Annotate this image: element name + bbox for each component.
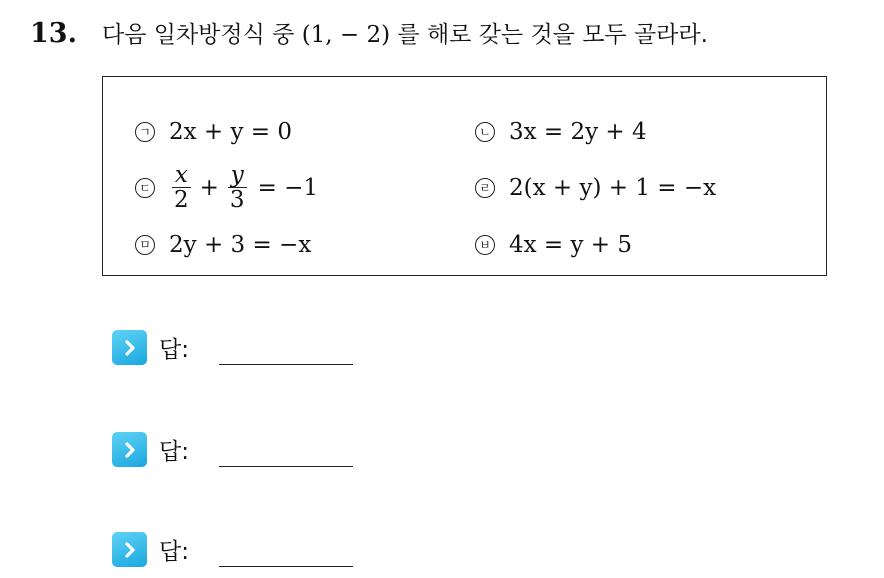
chevron-right-icon — [112, 432, 147, 467]
answer-blank[interactable] — [219, 532, 353, 567]
fraction-plus: + — [199, 174, 219, 201]
option-6-marker: ㅂ — [475, 235, 495, 255]
option-4 — [475, 175, 716, 201]
answer-blank[interactable] — [219, 330, 353, 365]
fraction-y-over-3 — [227, 163, 248, 212]
fraction-1-numerator: x — [172, 163, 191, 188]
option-3-expr — [169, 163, 318, 212]
option-1-expr: 2x + y = 0 — [169, 119, 293, 145]
option-2-marker: ㄴ — [475, 122, 495, 142]
option-2 — [475, 119, 647, 145]
option-2-expr: 3x = 2y + 4 — [509, 119, 647, 145]
option-1 — [135, 119, 292, 145]
option-5-expr: 2y + 3 = −x — [169, 232, 312, 258]
option-4-expr: 2(x + y) + 1 = −x — [509, 175, 717, 201]
answer-row-2 — [112, 432, 353, 467]
question-text-after: 를 해로 갖는 것을 모두 골라라. — [390, 22, 708, 48]
question-text-before: 다음 일차방정식 중 — [102, 22, 302, 48]
answer-label: 답: — [159, 439, 189, 465]
fraction-2-denominator: 3 — [229, 187, 245, 214]
option-3 — [135, 163, 318, 212]
answer-label: 답: — [159, 337, 189, 363]
chevron-right-icon — [112, 532, 147, 567]
question-text — [102, 16, 708, 49]
option-6-expr: 4x = y + 5 — [509, 232, 633, 258]
answer-row-3 — [112, 532, 353, 567]
question-header — [30, 16, 708, 49]
option-1-marker: ㄱ — [135, 122, 155, 142]
question-number: 13. — [30, 18, 77, 49]
option-4-marker: ㄹ — [475, 178, 495, 198]
answer-row-1 — [112, 330, 353, 365]
chevron-right-icon — [112, 330, 147, 365]
option-5 — [135, 232, 311, 258]
fraction-x-over-2 — [171, 163, 192, 212]
option-6 — [475, 232, 632, 258]
option-5-marker: ㅁ — [135, 235, 155, 255]
option-3-rhs: = −1 — [257, 174, 319, 201]
fraction-1-denominator: 2 — [174, 187, 189, 214]
option-box — [102, 76, 827, 276]
option-3-marker: ㄷ — [135, 178, 155, 198]
answer-label: 답: — [159, 539, 189, 565]
question-point: (1, − 2) — [301, 22, 391, 48]
answer-blank[interactable] — [219, 432, 353, 467]
fraction-2-numerator: y — [228, 163, 247, 188]
